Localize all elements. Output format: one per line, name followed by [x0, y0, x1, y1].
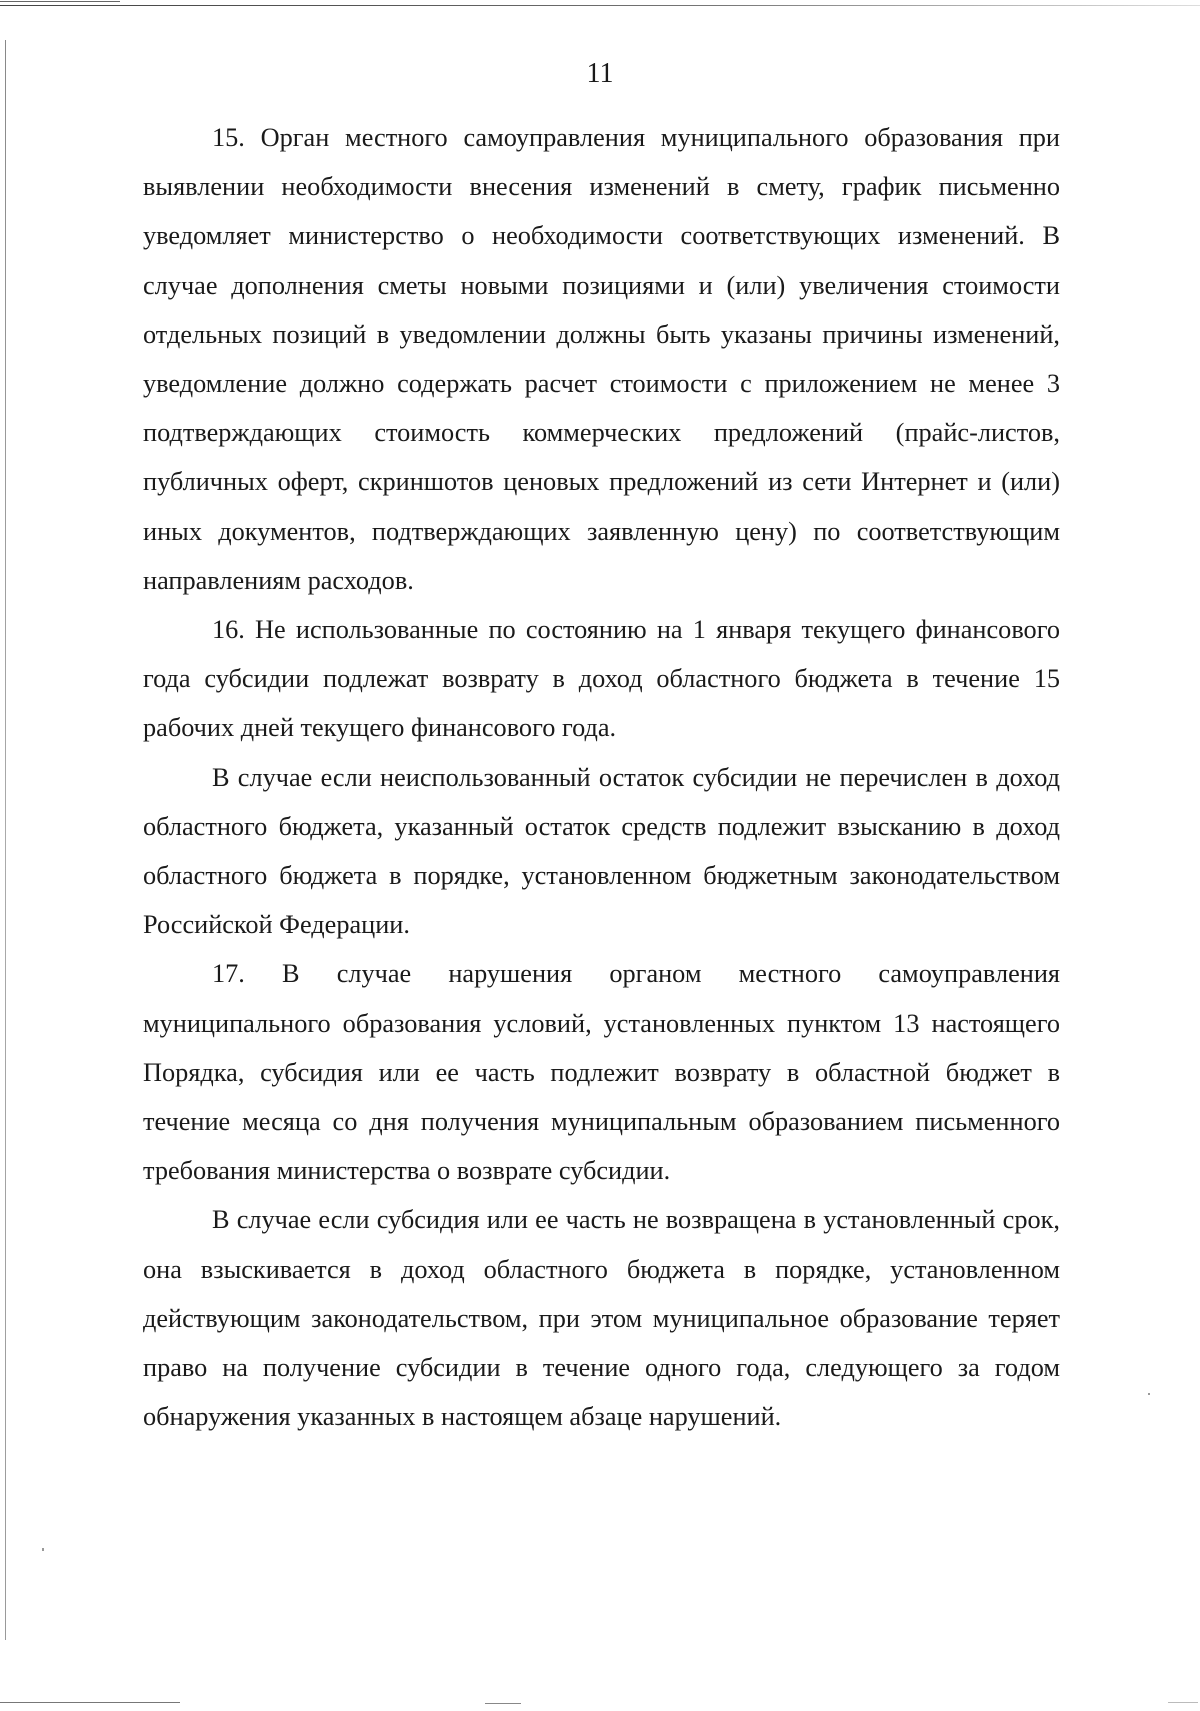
paragraph-16: 16. Не использованные по состоянию на 1 января текущего финансового года субсидии подлежат возврату в доход областного бюджета в течение 15 рабочих дней текущего финансового года. [143, 615, 1060, 743]
scan-edge-top-left [0, 1, 120, 2]
paragraph-17: 17. В случае нарушения органом местного самоуправления муниципального образования условий, установленных пунктом 13 настоящего Порядка, субсидия или ее часть подлежит возврату в областной бюджет в течение месяца со дня получения муниципальным образованием письменного требования министерства о возврате субсидии. [143, 959, 1060, 1186]
scan-edge-bottom-right [1168, 1702, 1198, 1703]
scan-edge-top [0, 5, 1200, 6]
paragraph-17-penalty: В случае если субсидия или ее часть не возвращена в установленный срок, она взыскивается в доход областного бюджета в порядке, установленном действующим законодательством, при этом муниципальное образование теряет право на получение субсидии в течение одного года, следующего за годом обнаружения указанных в настоящем абзаце нарушений. [143, 1205, 1060, 1432]
document-body [143, 113, 1060, 1441]
scan-edge-bottom [0, 1702, 180, 1703]
scan-mark-bottom [485, 1703, 521, 1704]
scan-edge-left [5, 40, 6, 1640]
paragraph-15: 15. Орган местного самоуправления муниципального образования при выявлении необходимости внесения изменений в смету, график письменно уведомляет министерство о необходимости соответствующих изменений. В случае дополнения сметы новыми позициями и (или) увеличения стоимости отдельных позиций в уведомлении должны быть указаны причины изменений, уведомление должно содержать расчет стоимости с приложением не менее 3 подтверждающих стоимость коммерческих предложений (прайс-листов, публичных оферт, скриншотов ценовых предложений из сети Интернет и (или) иных документов, подтверждающих заявленную цену) по соответствующим направлениям расходов. [143, 123, 1060, 595]
scan-speck [42, 1548, 44, 1551]
page-number: 11 [586, 58, 614, 89]
paragraph-16-residual: В случае если неиспользованный остаток субсидии не перечислен в доход областного бюджета, указанный остаток средств подлежит взысканию в доход областного бюджета в порядке, установленном бюджетным законодательством Российской Федерации. [143, 762, 1060, 940]
scan-speck [1148, 1393, 1150, 1395]
